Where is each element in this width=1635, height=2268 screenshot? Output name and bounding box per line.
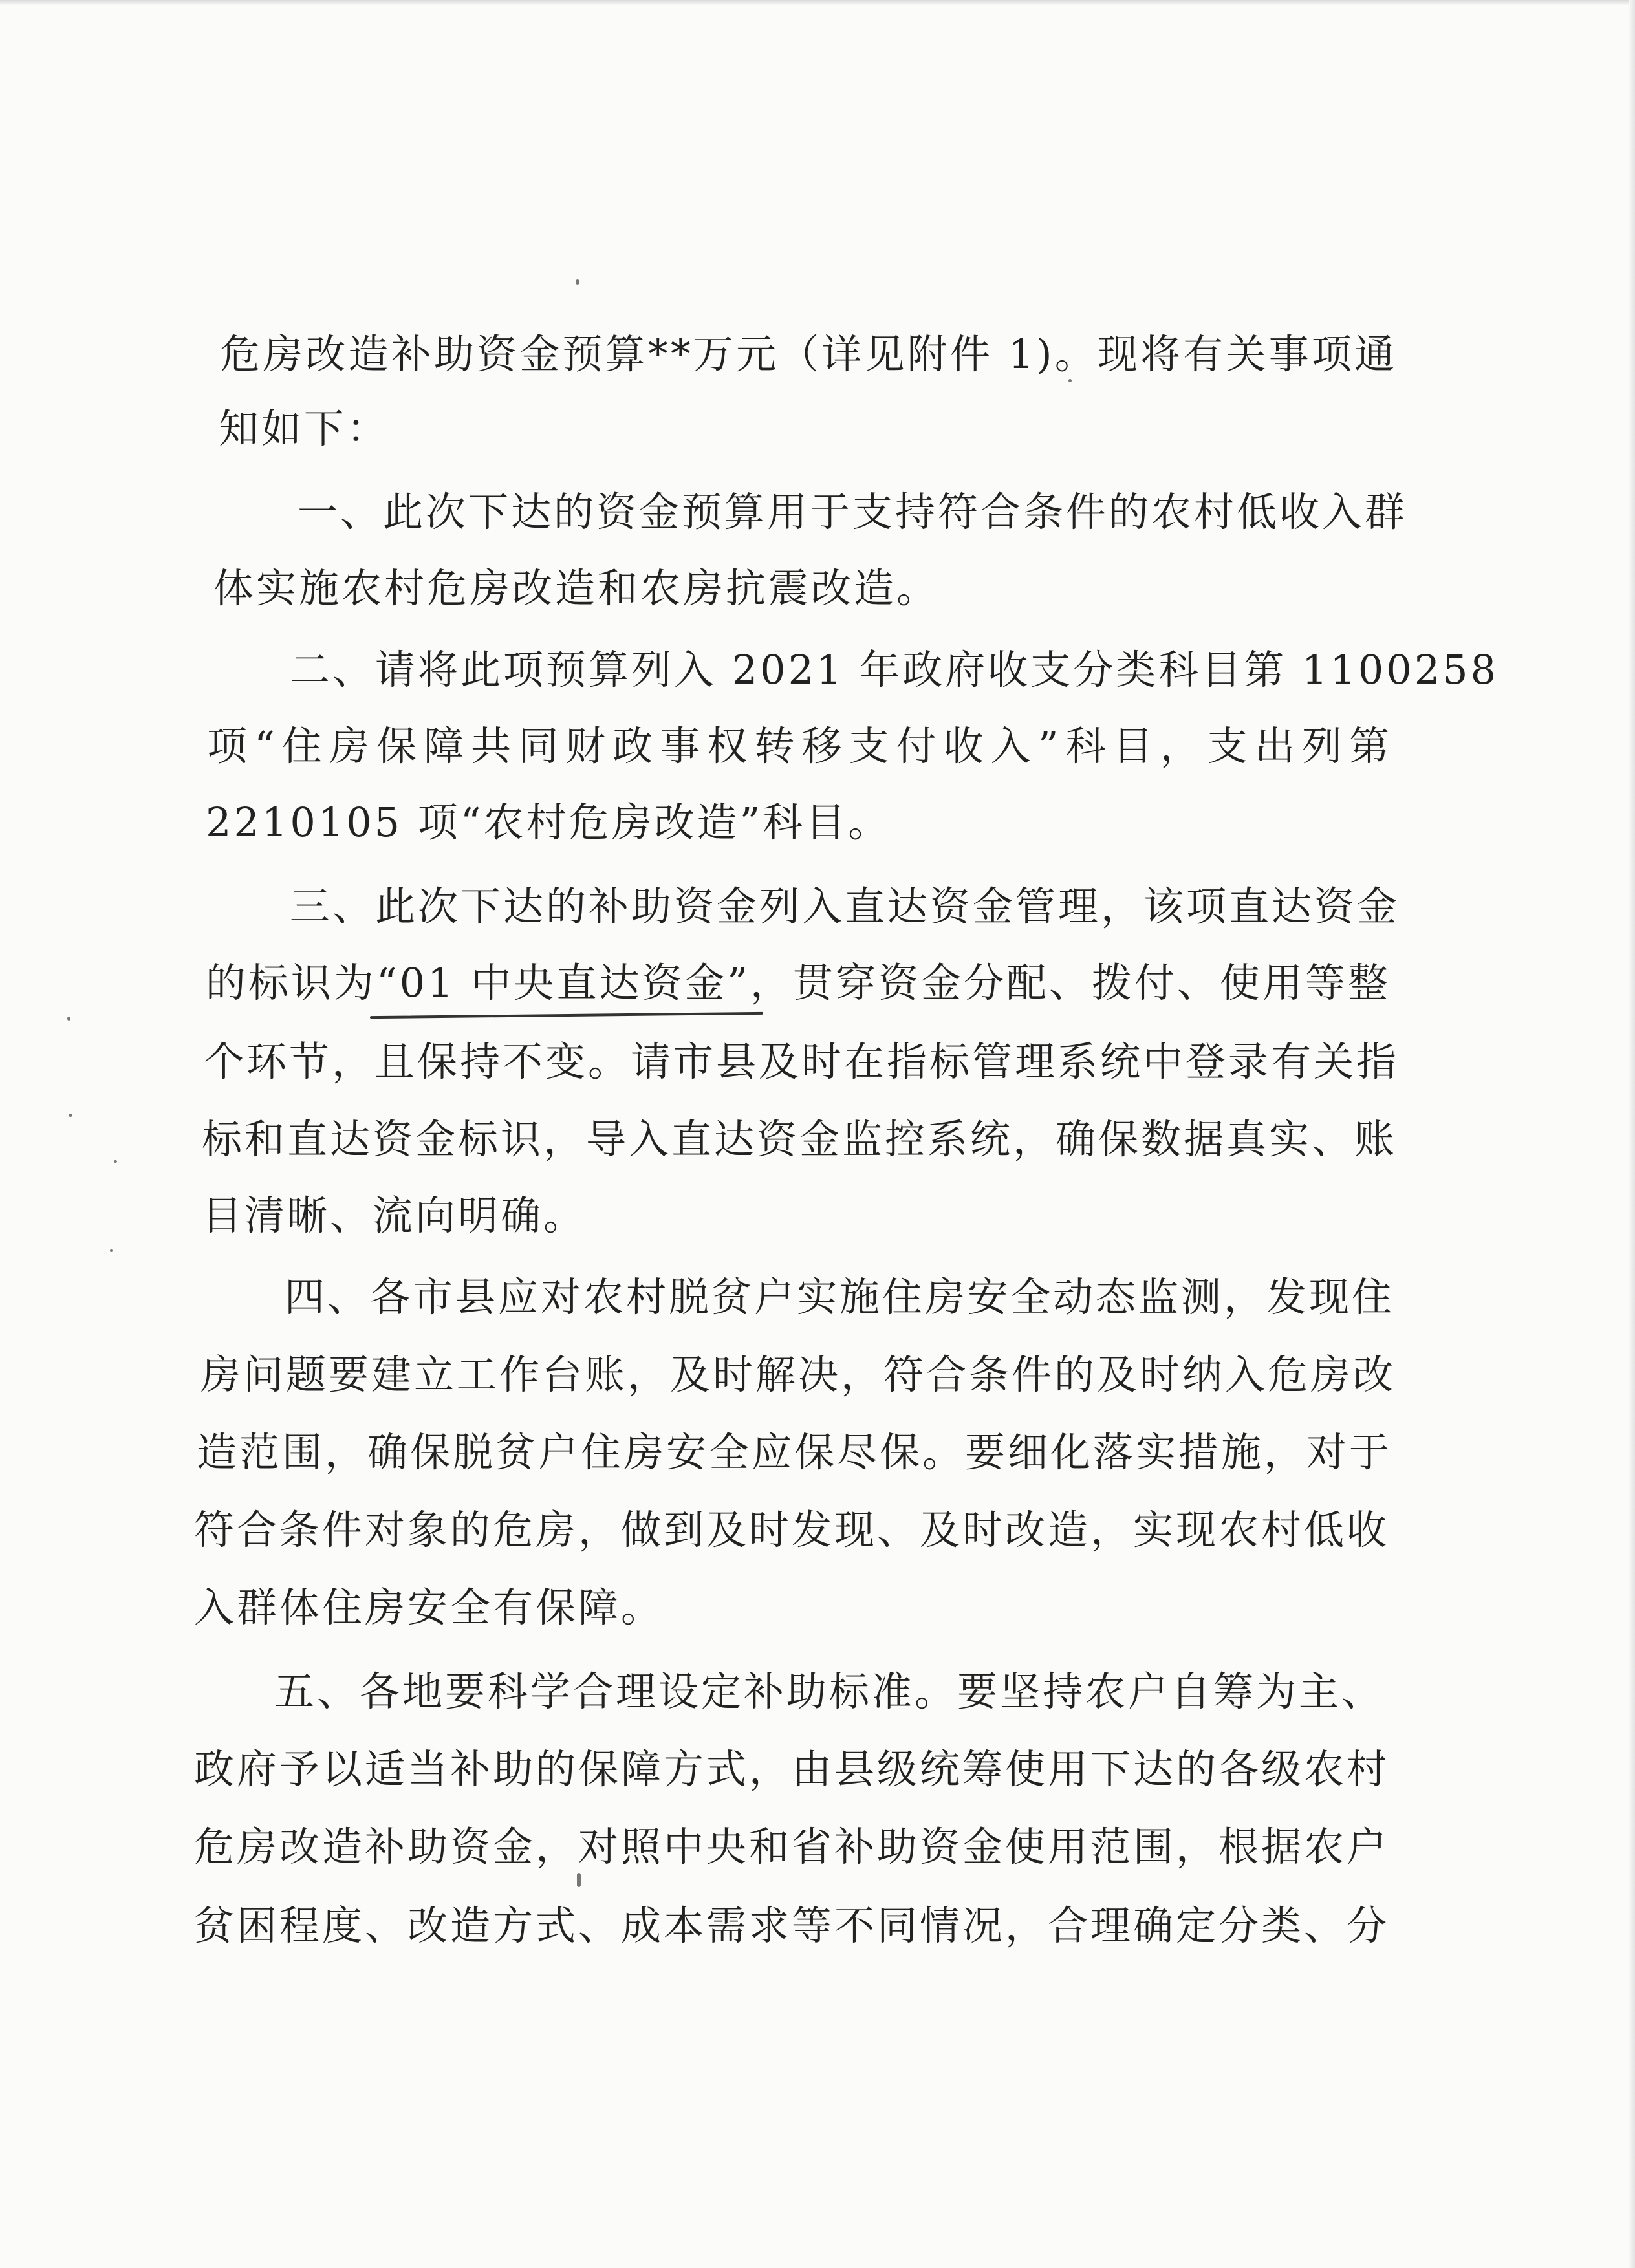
text-line-5: 二、请将此项预算列入 2021 年政府收支分类科目第 1100258 — [290, 646, 1499, 693]
text-line-14: 房问题要建立工作台账，及时解决，符合条件的及时纳入危房改 — [200, 1351, 1396, 1398]
scan-speck — [67, 1017, 70, 1021]
page-edge-right — [1629, 0, 1635, 2268]
text-line-21: 贫困程度、改造方式、成本需求等不同情况，合理确定分类、分 — [194, 1902, 1390, 1949]
page-edge-top — [0, 0, 1635, 5]
text-line-9 — [206, 957, 1394, 1009]
text-line-6: 项“住房保障共同财政事权转移支付收入”科目，支出列第 — [207, 722, 1392, 770]
text-line-16: 符合条件对象的危房，做到及时发现、及时改造，实现农村低收 — [194, 1506, 1390, 1553]
text-line-17: 入群体住房安全有保障。 — [194, 1584, 664, 1631]
fund-identifier-underlined: “01 中央直达资金” — [376, 957, 750, 1009]
text-line-1: 危房改造补助资金预算**万元（详见附件 1)。现将有关事项通 — [220, 330, 1397, 378]
scan-speck — [110, 1249, 113, 1252]
text-line-19: 政府予以适当补助的保障方式，由县级统筹使用下达的各级农村 — [194, 1745, 1390, 1793]
text-line-10: 个环节，且保持不变。请市县及时在指标管理系统中登录有关指 — [204, 1038, 1400, 1085]
text-line-15: 造范围，确保脱贫户住房安全应保尽保。要细化落实措施，对于 — [197, 1429, 1392, 1476]
text-line-11: 标和直达资金标识，导入直达资金监控系统，确保数据真实、账 — [202, 1116, 1398, 1163]
scan-speck — [69, 1114, 72, 1117]
text-line-7: 2210105 项“农村危房改造”科目。 — [206, 799, 891, 846]
scan-speck — [576, 279, 579, 285]
text-line-12: 目清晰、流向明确。 — [202, 1192, 587, 1239]
scan-speck — [114, 1160, 117, 1163]
text-line-18: 五、各地要科学合理设定补助标准。要坚持农户自筹为主、 — [274, 1668, 1385, 1715]
scan-speck — [1068, 379, 1072, 382]
text-line-3: 一、此次下达的资金预算用于支持符合条件的农村低收入群 — [298, 488, 1408, 535]
text-line-20: 危房改造补助资金，对照中央和省补助资金使用范围，根据农户 — [194, 1823, 1390, 1870]
text-line-4: 体实施农村危房改造和农房抗震改造。 — [213, 565, 940, 612]
text-line-8: 三、此次下达的补助资金列入直达资金管理，该项直达资金 — [290, 883, 1400, 930]
line-9-suffix: ，贯穿资金分配、拨付、使用等整 — [750, 959, 1391, 1006]
text-line-13: 四、各市县应对农村脱贫户实施住房安全动态监测，发现住 — [285, 1273, 1395, 1321]
scan-speck — [577, 1873, 581, 1887]
line-9-prefix: 的标识为 — [206, 959, 377, 1006]
text-line-2: 知如下： — [219, 405, 390, 452]
